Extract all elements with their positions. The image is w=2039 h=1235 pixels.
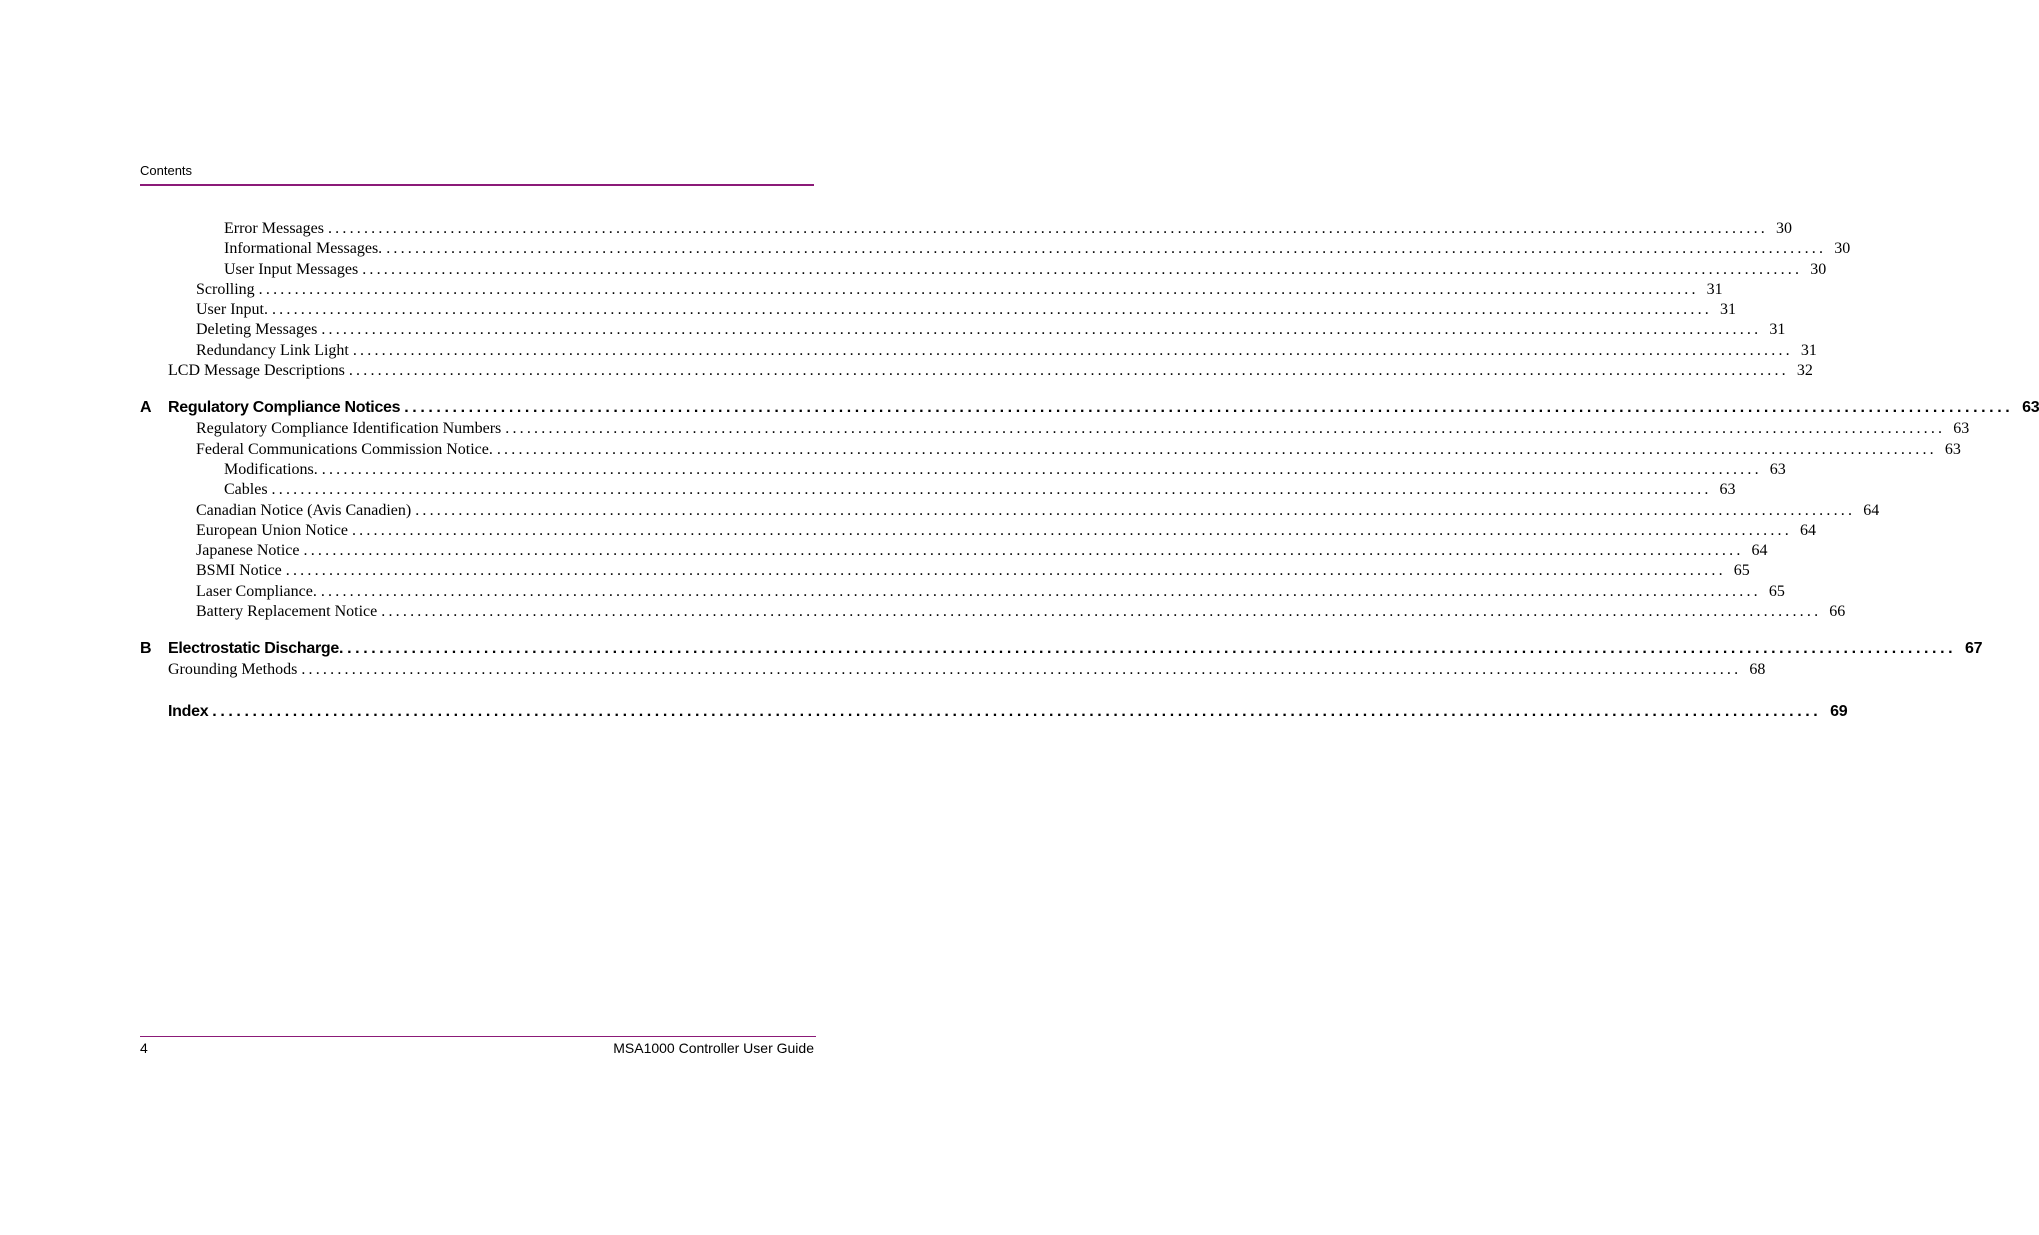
toc-entry[interactable] [140,219,1792,239]
toc-entry-page: 64 [1863,501,1880,519]
toc-entry[interactable] [140,480,1736,500]
dot-leader: ........................................................................................................................................................................................................ [505,420,1946,438]
toc-chapter-b[interactable] [140,638,1983,660]
toc-entry[interactable] [140,440,1961,460]
dot-leader: ........................................................................................................................................................................................................ [327,220,1768,237]
toc-entry-title: Redundancy Link Light [196,341,349,359]
toc-chapter-a[interactable] [140,397,2039,419]
footer-doc-title: MSA1000 Controller User Guide [613,1040,814,1056]
footer-page-number: 4 [140,1040,148,1056]
toc-entry-title: Battery Replacement Notice [196,603,378,621]
toc-entry[interactable] [140,239,1851,259]
toc-entry-page: 63 [1769,460,1786,478]
toc-entry-page: 65 [1733,562,1750,580]
toc-entry[interactable] [140,361,1813,381]
dot-leader: ........................................................................................................................................................................................................ [212,702,1822,720]
toc-entry-page: 68 [1749,661,1766,679]
toc-entry-title: Laser Compliance. [196,582,317,600]
toc-entry[interactable] [140,300,1736,320]
toc-entry[interactable] [140,521,1816,541]
toc-entry-page: 32 [1796,362,1813,380]
dot-leader: ........................................................................................................................................................................................................ [381,603,1822,621]
dot-leader: ........................................................................................................................................................................................................ [415,501,1856,519]
chapter-letter: B [140,640,152,658]
toc-entry[interactable] [140,320,1786,340]
toc-entry[interactable] [140,341,1817,361]
dot-leader: ........................................................................................................................................................................................................ [320,582,1761,600]
toc-entry-title: User Input. [196,301,268,319]
toc-entry-page: 64 [1799,521,1816,539]
toc-entry-title: Deleting Messages [196,321,318,339]
toc-chapter-b-entries [140,660,1766,680]
toc-entry[interactable] [140,501,1880,521]
toc-entry-page: 30 [1810,260,1827,278]
chapter-page: 67 [1964,640,1983,658]
toc-entry[interactable] [140,602,1846,622]
chapter-page: 63 [2022,399,2039,417]
toc-entry-title: Error Messages [224,220,324,237]
toc-index[interactable] [140,701,1848,723]
toc-entry[interactable] [140,260,1827,280]
toc-entry-title: Japanese Notice [196,542,300,560]
dot-leader: ........................................................................................................................................................................................................ [386,240,1827,258]
toc-entry-title: Regulatory Compliance Identification Numbers [196,420,502,438]
toc-entry-title: European Union Notice [196,521,348,539]
toc-entry-page: 64 [1751,542,1768,560]
toc-entry-title: Modifications. [224,460,318,478]
toc-entry[interactable] [140,582,1785,602]
toc-entry-title: Cables [224,481,268,499]
toc-entry-page: 63 [1953,420,1970,438]
table-of-contents [140,219,2039,723]
dot-leader: ........................................................................................................................................................................................................ [271,481,1712,499]
dot-leader: ........................................................................................................................................................................................................ [351,521,1792,539]
toc-entry[interactable] [140,280,1723,300]
toc-entry-title: Federal Communications Commission Notice. [196,440,493,458]
toc-entry[interactable] [140,541,1768,561]
toc-entry[interactable] [140,460,1786,480]
dot-leader: ........................................................................................................................................................................................................ [258,280,1699,298]
dot-leader: ........................................................................................................................................................................................................ [347,640,1957,658]
toc-top-entries [140,219,1851,381]
toc-entry-title: LCD Message Descriptions [168,362,345,380]
index-page: 69 [1830,702,1848,720]
toc-entry-page: 31 [1719,301,1736,319]
toc-entry-title: Grounding Methods [168,661,298,679]
dot-leader: ........................................................................................................................................................................................................ [404,399,2014,417]
running-header: Contents [140,163,193,178]
toc-entry-title: Informational Messages. [224,240,383,258]
toc-chapter-a-entries [140,419,1970,622]
dot-leader: ........................................................................................................................................................................................................ [321,460,1762,478]
toc-entry-title: Scrolling [196,280,255,298]
dot-leader: ........................................................................................................................................................................................................ [496,440,1937,458]
toc-entry-page: 66 [1829,603,1846,621]
toc-entry-title: User Input Messages [224,260,359,278]
header-divider [140,184,814,186]
toc-entry[interactable] [140,419,1970,439]
dot-leader: ........................................................................................................................................................................................................ [352,341,1793,359]
toc-entry-page: 30 [1834,240,1851,258]
toc-entry-page: 31 [1800,341,1817,359]
chapter-title: Regulatory Compliance Notices [168,399,401,417]
toc-entry-page: 63 [1719,481,1736,499]
chapter-letter: A [140,399,152,417]
toc-entry-page: 30 [1775,220,1792,237]
dot-leader: ........................................................................................................................................................................................................ [301,661,1742,679]
dot-leader: ........................................................................................................................................................................................................ [348,362,1789,380]
toc-entry-page: 31 [1769,321,1786,339]
dot-leader: ........................................................................................................................................................................................................ [362,260,1803,278]
dot-leader: ........................................................................................................................................................................................................ [285,562,1726,580]
footer-divider [140,1036,816,1037]
dot-leader: ........................................................................................................................................................................................................ [321,321,1762,339]
toc-entry-page: 31 [1706,280,1723,298]
index-title: Index [168,702,209,720]
toc-entry[interactable] [140,660,1766,680]
toc-entry-page: 63 [1944,440,1961,458]
dot-leader: ........................................................................................................................................................................................................ [271,301,1712,319]
toc-entry-page: 65 [1768,582,1785,600]
toc-entry-title: Canadian Notice (Avis Canadien) [196,501,412,519]
toc-entry-title: BSMI Notice [196,562,282,580]
dot-leader: ........................................................................................................................................................................................................ [303,542,1744,560]
toc-entry[interactable] [140,561,1750,581]
chapter-title: Electrostatic Discharge. [168,640,344,658]
